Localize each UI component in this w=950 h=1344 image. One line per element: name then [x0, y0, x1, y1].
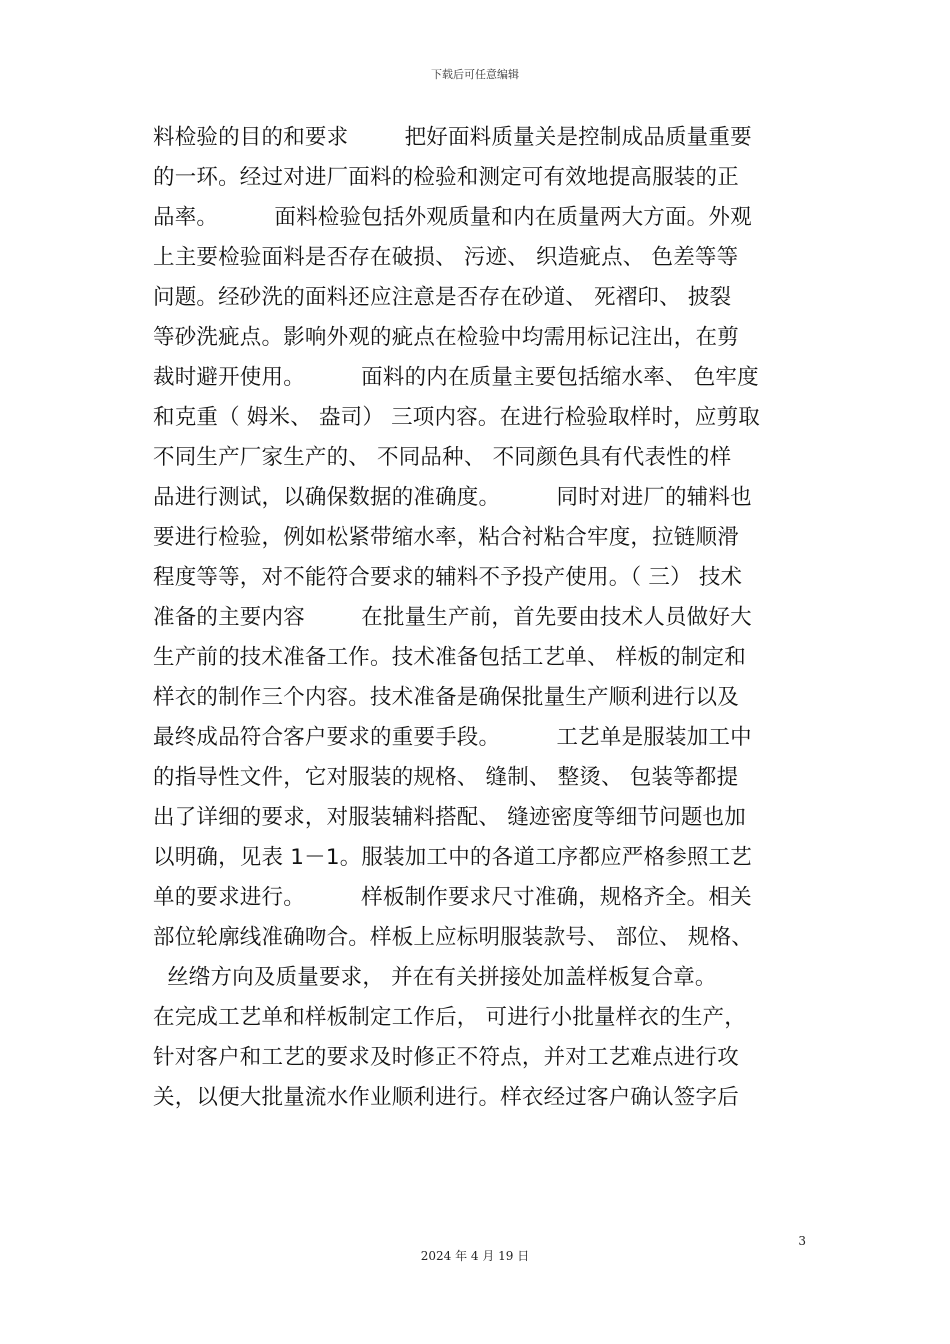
text-line: 的一环。经过对进厂面料的检验和测定可有效地提高服装的正	[153, 165, 739, 190]
text-line: 的指导性文件，它对服装的规格、 缝制、 整烫、 包装等都提	[153, 765, 739, 790]
text-line: 上主要检验面料是否存在破损、 污迹、 织造疵点、 色差等等	[153, 245, 739, 270]
text-line: 针对客户和工艺的要求及时修正不符点，并对工艺难点进行攻	[153, 1045, 739, 1070]
text-line: 等砂洗疵点。影响外观的疵点在检验中均需用标记注出，在剪	[153, 325, 739, 350]
body-text	[153, 118, 813, 1118]
text-line: 生产前的技术准备工作。技术准备包括工艺单、 样板的制定和	[153, 645, 746, 670]
page-footer-date: 2024 年 4 月 19 日	[420, 1249, 530, 1263]
text-line: 准备的主要内容 在批量生产前，首先要由技术人员做好大	[153, 605, 752, 630]
text-line: 样衣的制作三个内容。技术准备是确保批量生产顺利进行以及	[153, 685, 739, 710]
text-line: 和克重（ 姆米、 盎司） 三项内容。在进行检验取样时，应剪取	[153, 405, 761, 430]
text-line: 丝绺方向及质量要求， 并在有关拼接处加盖样板复合章。	[153, 965, 717, 990]
text-line: 单的要求进行。 样板制作要求尺寸准确，规格齐全。相关	[153, 885, 752, 910]
text-line: 程度等等，对不能符合要求的辅料不予投产使用。（ 三） 技术	[153, 565, 743, 590]
text-line: 在完成工艺单和样板制定工作后， 可进行小批量样衣的生产，	[153, 1005, 746, 1030]
text-line: 问题。经砂洗的面料还应注意是否存在砂道、 死褶印、 披裂	[153, 285, 732, 310]
page-number: 3	[798, 1234, 806, 1248]
text-line: 以明确，见表 1－1。服装加工中的各道工序都应严格参照工艺	[153, 845, 752, 870]
text-line: 出了详细的要求，对服装辅料搭配、 缝迹密度等细节问题也加	[153, 805, 746, 830]
page-header-note: 下载后可任意编辑	[431, 68, 519, 81]
text-line: 关，以便大批量流水作业顺利进行。样衣经过客户确认签字后	[153, 1085, 739, 1110]
text-line: 部位轮廓线准确吻合。样板上应标明服装款号、 部位、 规格、	[153, 925, 753, 950]
text-line: 裁时避开使用。 面料的内在质量主要包括缩水率、 色牢度	[153, 365, 759, 390]
text-line: 品率。 面料检验包括外观质量和内在质量两大方面。外观	[153, 205, 752, 230]
text-line: 品进行测试，以确保数据的准确度。 同时对进厂的辅料也	[153, 485, 752, 510]
text-line: 最终成品符合客户要求的重要手段。 工艺单是服装加工中	[153, 725, 752, 750]
text-line: 料检验的目的和要求 把好面料质量关是控制成品质量重要	[153, 125, 752, 150]
text-line: 要进行检验，例如松紧带缩水率，粘合衬粘合牢度，拉链顺滑	[153, 525, 739, 550]
text-line: 不同生产厂家生产的、 不同品种、 不同颜色具有代表性的样	[153, 445, 732, 470]
